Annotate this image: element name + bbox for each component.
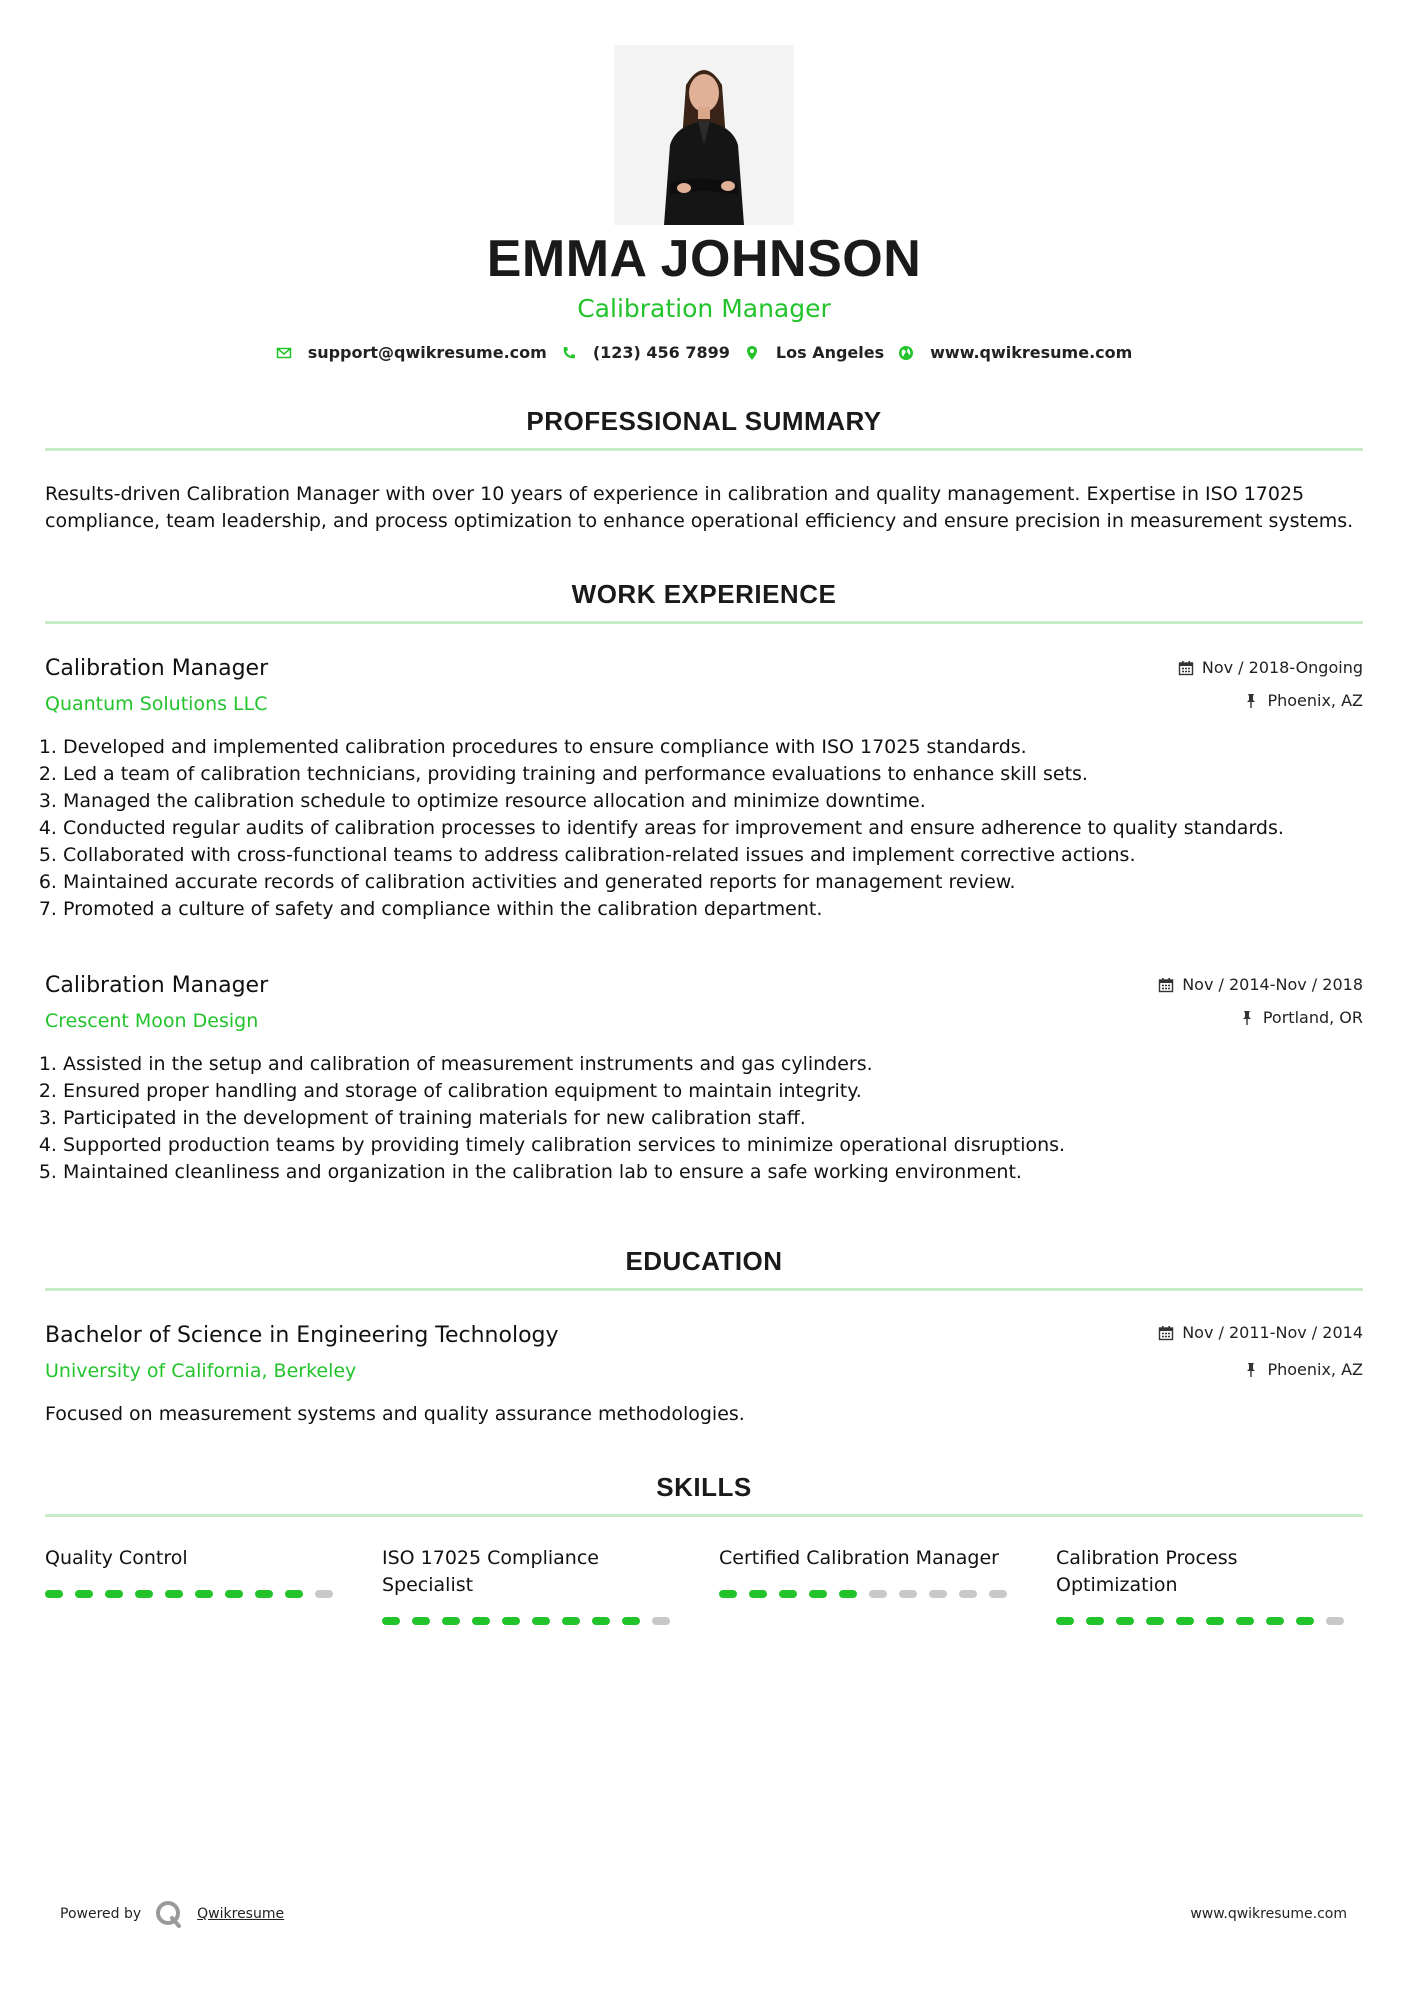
education-dates-text: Nov / 2011-Nov / 2014 (1182, 1323, 1363, 1342)
phone-icon (561, 345, 577, 361)
job-dates-text: Nov / 2018-Ongoing (1201, 658, 1363, 677)
skill-dot-filled (809, 1590, 827, 1598)
education-school: University of California, Berkeley (45, 1360, 357, 1382)
calendar-icon (1178, 660, 1194, 676)
skill-dot-empty (1326, 1617, 1344, 1625)
pushpin-icon (1243, 1362, 1259, 1378)
education-location-text: Phoenix, AZ (1267, 1360, 1363, 1379)
job-bullet: 6. Maintained accurate records of calibration activities and generated reports for management review. (63, 869, 1363, 896)
skill-dot-filled (562, 1617, 580, 1625)
candidate-name: EMMA JOHNSON (486, 230, 922, 288)
skill-dot-filled (1176, 1617, 1194, 1625)
envelope-icon (276, 345, 292, 361)
skill-rating (1056, 1617, 1351, 1625)
skill-dot-empty (869, 1590, 887, 1598)
contact-phone-text: (123) 456 7899 (592, 343, 730, 362)
skill-item (719, 1545, 1014, 1625)
skill-dot-filled (45, 1590, 63, 1598)
education-location (1243, 1360, 1363, 1379)
skill-rating (719, 1590, 1014, 1598)
job-company: Quantum Solutions LLC (45, 693, 268, 715)
resume-page (45, 0, 1363, 1625)
job-bullet: 1. Assisted in the setup and calibration of measurement instruments and gas cylinders. (63, 1051, 1363, 1078)
skill-dot-filled (75, 1590, 93, 1598)
education-section (45, 1246, 1363, 1428)
calendar-icon (1158, 977, 1174, 993)
job-bullet: 7. Promoted a culture of safety and compliance within the calibration department. (63, 896, 1363, 923)
skill-dot-filled (719, 1590, 737, 1598)
pushpin-icon (1239, 1010, 1255, 1026)
contact-website[interactable] (898, 343, 1132, 362)
skills-grid (45, 1545, 1363, 1625)
skill-dot-filled (622, 1617, 640, 1625)
skill-dot-filled (135, 1590, 153, 1598)
experience-heading: WORK EXPERIENCE (45, 579, 1363, 624)
skill-dot-filled (592, 1617, 610, 1625)
summary-heading: PROFESSIONAL SUMMARY (45, 406, 1363, 451)
skill-dot-filled (1086, 1617, 1104, 1625)
job-dates (1178, 658, 1363, 677)
contact-website-text: www.qwikresume.com (930, 343, 1133, 362)
skill-dot-empty (652, 1617, 670, 1625)
job-bullet: 3. Managed the calibration schedule to optimize resource allocation and minimize downtime. (63, 788, 1363, 815)
qwikresume-logo-icon (155, 1900, 183, 1928)
map-pin-icon (744, 345, 760, 361)
skill-dot-empty (899, 1590, 917, 1598)
skill-dot-filled (195, 1590, 213, 1598)
job-bullet: 4. Conducted regular audits of calibration processes to identify areas for improvement and ensure adherence to quality standards. (63, 815, 1363, 842)
experience-section (45, 579, 1363, 1186)
contact-location-text: Los Angeles (775, 343, 885, 362)
skill-dot-empty (959, 1590, 977, 1598)
skill-dot-filled (285, 1590, 303, 1598)
skill-dot-filled (1056, 1617, 1074, 1625)
summary-section (45, 406, 1363, 535)
job-location (1239, 1008, 1363, 1027)
footer-powered-by (60, 1900, 284, 1928)
job-bullets (45, 1051, 1363, 1186)
globe-icon (898, 345, 914, 361)
education-dates (1158, 1323, 1363, 1342)
skills-heading: SKILLS (45, 1472, 1363, 1517)
job-company: Crescent Moon Design (45, 1010, 259, 1032)
job-entry (45, 971, 1363, 1186)
job-bullet: 4. Supported production teams by providing timely calibration services to minimize operational disruptions. (63, 1132, 1363, 1159)
contact-email-text: support@qwikresume.com (307, 343, 547, 362)
skill-dot-filled (225, 1590, 243, 1598)
pushpin-icon (1243, 693, 1259, 709)
job-bullet: 2. Ensured proper handling and storage of calibration equipment to maintain integrity. (63, 1078, 1363, 1105)
summary-text: Results-driven Calibration Manager with over 10 years of experience in calibration and quality management. Expertise in ISO 17025 compliance, team leadership, and process optimization to enhance operational efficiency and ensure precision in measurement systems. (45, 483, 1354, 532)
skill-name: Certified Calibration Manager (719, 1547, 999, 1569)
contact-phone[interactable] (561, 343, 730, 362)
skill-dot-filled (779, 1590, 797, 1598)
contact-location (744, 343, 884, 362)
education-description: Focused on measurement systems and quality assurance methodologies. (45, 1403, 745, 1425)
job-bullet: 3. Participated in the development of training materials for new calibration staff. (63, 1105, 1363, 1132)
skill-dot-filled (382, 1617, 400, 1625)
skill-item (1056, 1545, 1351, 1625)
education-heading: EDUCATION (45, 1246, 1363, 1291)
profile-photo (614, 45, 794, 225)
skill-dot-filled (839, 1590, 857, 1598)
job-bullet: 5. Collaborated with cross-functional teams to address calibration-related issues and implement corrective actions. (63, 842, 1363, 869)
skill-dot-filled (502, 1617, 520, 1625)
skill-dot-filled (472, 1617, 490, 1625)
skill-name: Calibration Process Optimization (1056, 1547, 1238, 1596)
contact-bar (45, 343, 1363, 362)
skill-dot-filled (1116, 1617, 1134, 1625)
job-location (1243, 691, 1363, 710)
skill-dot-filled (532, 1617, 550, 1625)
skill-dot-filled (105, 1590, 123, 1598)
job-bullet: 2. Led a team of calibration technicians, providing training and performance evaluations to enhance skill sets. (63, 761, 1363, 788)
skills-section (45, 1472, 1363, 1625)
footer-website[interactable]: www.qwikresume.com (1190, 1906, 1347, 1922)
contact-email[interactable] (276, 343, 547, 362)
skill-dot-empty (989, 1590, 1007, 1598)
skill-dot-filled (1206, 1617, 1224, 1625)
qwikresume-link[interactable]: Qwikresume (197, 1906, 285, 1922)
skill-dot-empty (929, 1590, 947, 1598)
skill-dot-filled (749, 1590, 767, 1598)
skill-dot-filled (1266, 1617, 1284, 1625)
skill-rating (45, 1590, 340, 1598)
job-title: Calibration Manager (45, 973, 269, 998)
skill-item (382, 1545, 677, 1625)
skill-dot-filled (1236, 1617, 1254, 1625)
job-dates (1158, 975, 1363, 994)
skill-name: Quality Control (45, 1547, 188, 1569)
skill-dot-filled (442, 1617, 460, 1625)
skill-dot-filled (412, 1617, 430, 1625)
skill-dot-filled (255, 1590, 273, 1598)
skill-dot-filled (1146, 1617, 1164, 1625)
job-bullets (45, 734, 1363, 923)
skill-rating (382, 1617, 677, 1625)
powered-by-label: Powered by (60, 1906, 142, 1922)
job-title: Calibration Manager (45, 656, 269, 681)
job-location-text: Portland, OR (1262, 1008, 1363, 1027)
skill-dot-filled (1296, 1617, 1314, 1625)
skill-name: ISO 17025 Compliance Specialist (382, 1547, 599, 1596)
job-entry (45, 654, 1363, 923)
job-dates-text: Nov / 2014-Nov / 2018 (1182, 975, 1363, 994)
job-bullet: 5. Maintained cleanliness and organization in the calibration lab to ensure a safe working environment. (63, 1159, 1363, 1186)
profile-photo-figure (614, 45, 794, 225)
job-location-text: Phoenix, AZ (1267, 691, 1363, 710)
skill-dot-filled (165, 1590, 183, 1598)
candidate-title: Calibration Manager (577, 294, 831, 323)
education-entry (45, 1321, 1363, 1428)
education-degree: Bachelor of Science in Engineering Technology (45, 1323, 559, 1348)
skill-item (45, 1545, 340, 1625)
skill-dot-empty (315, 1590, 333, 1598)
job-bullet: 1. Developed and implemented calibration procedures to ensure compliance with ISO 17025 standards. (63, 734, 1363, 761)
calendar-icon (1158, 1325, 1174, 1341)
